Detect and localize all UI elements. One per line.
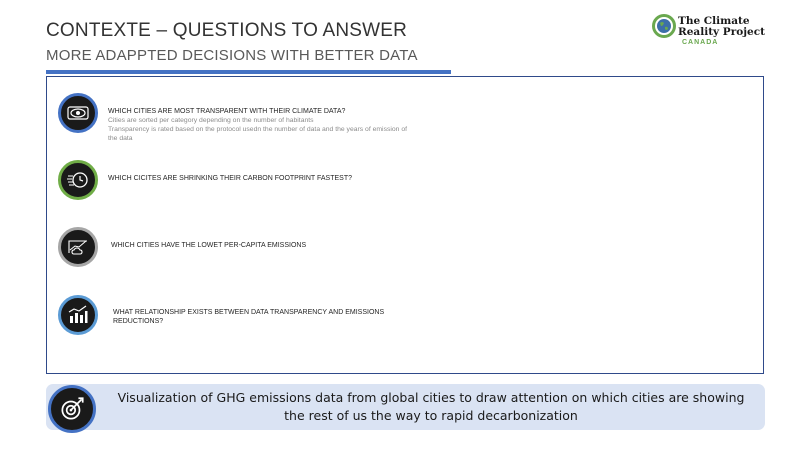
logo-line-2: Reality Project: [678, 26, 765, 38]
question-2-heading: WHICH CICITES ARE SHRINKING THEIR CARBON FOOTPRINT FASTEST?: [108, 175, 352, 182]
question-1-detail-2: Transparency is rated based on the protocol usedn the number of data and the years of emission of the data: [108, 126, 407, 142]
question-1-detail-1: Cities are sorted per category depending on the number of habitants: [108, 117, 314, 124]
question-1: [108, 107, 428, 143]
eye-icon: [58, 93, 98, 133]
slide-title: CONTEXTE – QUESTIONS TO ANSWER: [46, 20, 408, 41]
slide-subtitle: MORE ADAPPTED DECISIONS WITH BETTER DATA: [46, 47, 418, 64]
bar-trend-icon: [58, 295, 98, 335]
globe-icon: [652, 14, 676, 38]
logo-line-1: The Climate: [678, 15, 750, 27]
climate-reality-logo: [652, 14, 772, 50]
question-3: [111, 241, 431, 250]
banner-text: Visualization of GHG emissions data from global cities to draw attention on which cities are showing the rest of us the way to rapid decarbonization: [117, 390, 745, 423]
question-4: [113, 308, 423, 326]
question-4-heading: WHAT RELATIONSHIP EXISTS BETWEEN DATA TRANSPARENCY AND EMISSIONS REDUCTIONS?: [113, 309, 385, 325]
question-1-heading: WHICH CITIES ARE MOST TRANSPARENT WITH THEIR CLIMATE DATA?: [108, 108, 346, 115]
target-icon: [48, 385, 96, 433]
cloud-chart-icon: [58, 227, 98, 267]
title-underline: [46, 70, 451, 74]
question-3-heading: WHICH CITIES HAVE THE LOWET PER-CAPITA EMISSIONS: [111, 242, 307, 249]
logo-wordmark: [678, 16, 765, 38]
question-2: [108, 174, 428, 183]
speed-clock-icon: [58, 160, 98, 200]
logo-country: CANADA: [682, 39, 719, 46]
